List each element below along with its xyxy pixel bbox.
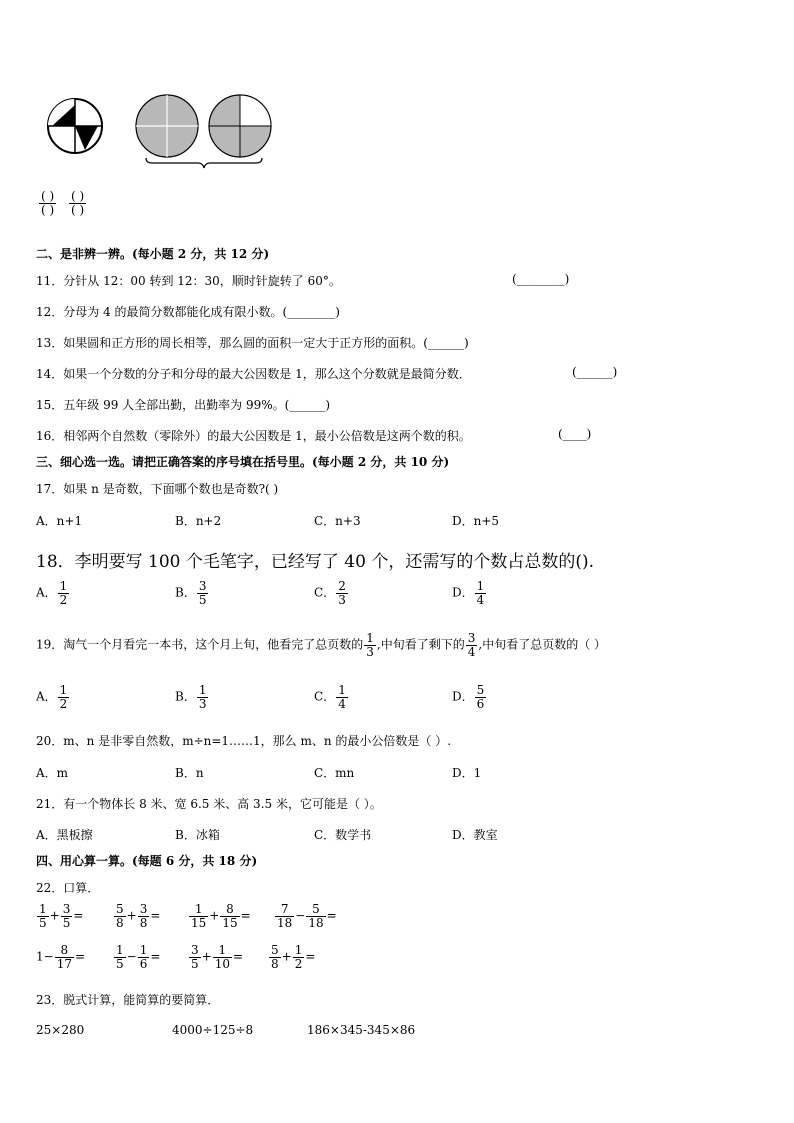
oral-calc-item: 1− $\frac{8}{17}$ =: [36, 943, 86, 971]
answer-blank-11[interactable]: (________): [512, 272, 570, 286]
option-b[interactable]: B．n+2: [175, 514, 222, 528]
option-a[interactable]: A．黑板擦: [36, 828, 93, 842]
oral-calc-item: $\frac{5}{8}$ + $\frac{1}{2}$ =: [271, 943, 316, 971]
calc-expression: 186×345-345×86: [307, 1023, 416, 1037]
question-19: 19．淘气一个月看完一本书，这个月上旬，他看完了总页数的 $\frac{1}{3}$ ,中旬看了剩下的 $\frac{3}{4}$ ,中旬看了总页数的（ ）: [36, 631, 607, 659]
question-14: 14．如果一个分数的分子和分母的最大公因数是 1，那么这个分数就是最简分数．: [36, 367, 471, 381]
question-11: 11．分针从 12：00 转到 12：30，顺时针旋转了 60°。: [36, 274, 341, 288]
question-22: 22．口算．: [36, 881, 100, 895]
question-12: [36, 303, 340, 320]
option-d[interactable]: D． $\frac{1}{4}$: [452, 579, 485, 607]
option-b[interactable]: B． $\frac{3}{5}$: [175, 579, 207, 607]
calc-expression: 4000÷125÷8: [172, 1023, 254, 1037]
oral-calc-item: $\frac{1}{5}$ − $\frac{1}{6}$ =: [116, 943, 161, 971]
answer-blank-15[interactable]: (______): [284, 398, 331, 412]
question-21: 21．有一个物体长 8 米、宽 6.5 米、高 3.5 米，它可能是（ ）。: [36, 797, 382, 811]
option-d[interactable]: D．1: [452, 766, 482, 780]
question-text: 15．五年级 99 人全部出勤，出勤率为 99%。: [36, 398, 285, 412]
option-c[interactable]: C． $\frac{1}{4}$: [314, 683, 346, 711]
question-text: 12．分母为 4 的最简分数都能化成有限小数。: [36, 305, 283, 319]
question-20: 20．m、n 是非零自然数，m÷n=1……1，那么 m、n 的最小公倍数是（ ）.: [36, 734, 452, 748]
oral-calc-item: $\frac{1}{5}$ + $\frac{3}{5}$ =: [39, 902, 84, 930]
section-heading: 四、用心算一算。(每题 6 分，共 18 分): [36, 854, 258, 868]
answer-blank-12[interactable]: (________): [282, 305, 340, 319]
option-b[interactable]: B．n: [175, 766, 204, 780]
blank-fraction[interactable]: $\frac{( )}{( )}$: [41, 189, 55, 217]
section-heading: 二、是非辨一辨。(每小题 2 分，共 12 分): [36, 247, 270, 261]
calc-expression: 25×280: [36, 1023, 85, 1037]
question-23: 23．脱式计算，能简算的要简算．: [36, 993, 220, 1007]
option-b[interactable]: B．冰箱: [175, 828, 220, 842]
oral-calc-item: $\frac{5}{8}$ + $\frac{3}{8}$ =: [116, 902, 161, 930]
gray-circle-2: [209, 95, 271, 157]
option-c[interactable]: C．n+3: [314, 514, 361, 528]
option-c[interactable]: C．数学书: [314, 828, 372, 842]
question-17: 17．如果 n 是奇数，下面哪个数也是奇数?( ): [36, 482, 279, 496]
option-a[interactable]: A．m: [36, 766, 69, 780]
question-18: 18．李明要写 100 个毛笔字，已经写了 40 个，还需写的个数占总数的().: [36, 552, 594, 572]
section-heading: 三、细心选一选。请把正确答案的序号填在括号里。(每小题 2 分，共 10 分): [36, 455, 450, 469]
oral-calc-item: $\frac{7}{18}$ − $\frac{5}{18}$ =: [277, 902, 337, 930]
option-d[interactable]: D．n+5: [452, 514, 500, 528]
option-d[interactable]: D．教室: [452, 828, 498, 842]
option-a[interactable]: A．n+1: [36, 514, 83, 528]
answer-blank-14[interactable]: (______): [572, 365, 618, 379]
option-a[interactable]: A． $\frac{1}{2}$: [36, 579, 68, 607]
answer-blank-13[interactable]: (______): [423, 336, 469, 350]
gray-circle-1: [136, 95, 198, 157]
oral-calc-item: $\frac{1}{15}$ + $\frac{8}{15}$ =: [191, 902, 251, 930]
option-a[interactable]: A． $\frac{1}{2}$: [36, 683, 68, 711]
option-c[interactable]: C． $\frac{2}{3}$: [314, 579, 346, 607]
quartered-circle-shaded: [48, 99, 102, 153]
answer-blank-16[interactable]: (____): [558, 427, 592, 441]
question-15: [36, 396, 330, 413]
oral-calc-item: $\frac{3}{5}$ + $\frac{1}{10}$ =: [191, 943, 244, 971]
blank-fraction[interactable]: $\frac{( )}{( )}$: [71, 189, 85, 217]
question-text: 13．如果圆和正方形的周长相等，那么圆的面积一定大于正方形的面积。: [36, 336, 424, 350]
answer-fraction-blanks: [38, 190, 94, 216]
brace: [146, 158, 262, 168]
question-16: 16．相邻两个自然数（零除外）的最大公因数是 1，最小公倍数是这两个数的积。: [36, 429, 471, 443]
option-c[interactable]: C．mn: [314, 766, 355, 780]
option-b[interactable]: B． $\frac{1}{3}$: [175, 683, 207, 711]
question-13: [36, 334, 469, 351]
fraction-circles-figure: [40, 88, 290, 170]
option-d[interactable]: D． $\frac{5}{6}$: [452, 683, 485, 711]
